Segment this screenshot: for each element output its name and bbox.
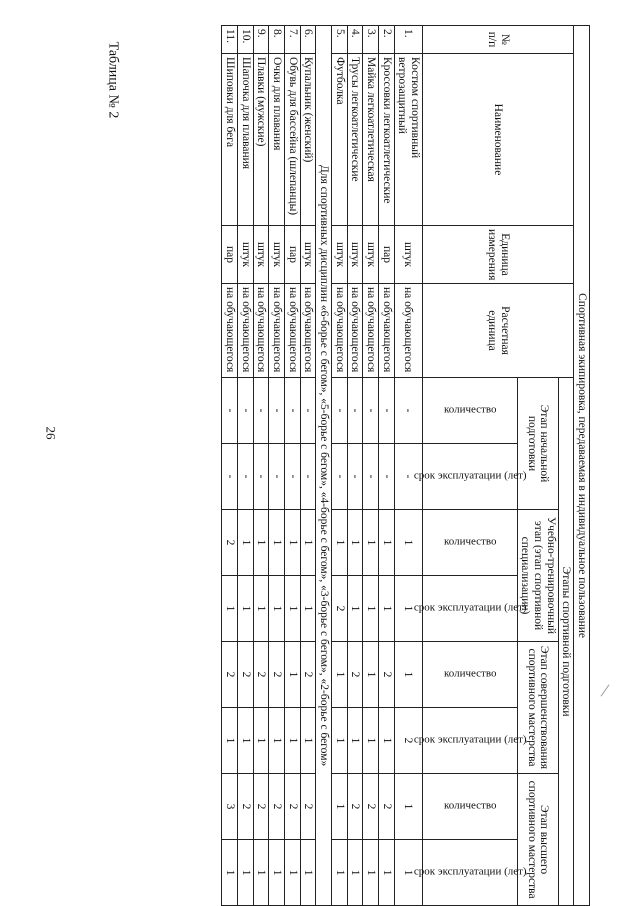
header-stage-higher: Этап высшего спортивного мастерства — [517, 774, 558, 906]
table-row — [394, 26, 422, 906]
row-number: 7. — [285, 26, 301, 54]
header-qty: количество — [422, 774, 517, 840]
row-name: Костюм спортивный ветрозащитный — [394, 54, 422, 226]
row-number: 6. — [300, 26, 316, 54]
row-number: 8. — [269, 26, 285, 54]
table-row — [285, 26, 301, 906]
header-term: срок эксплуатации (лет) — [422, 576, 517, 642]
row-calc-unit: на обучающегося — [300, 284, 316, 378]
row-calc-unit: на обучающегося — [347, 284, 363, 378]
cell-qty: 1 — [363, 510, 379, 576]
table-label: Таблица № 2 — [105, 41, 121, 119]
header-unit: Единица измерения — [422, 226, 574, 284]
cell-term: 1 — [222, 708, 238, 774]
cell-term: 1 — [222, 576, 238, 642]
table-row — [347, 26, 363, 906]
header-number: № п/п — [422, 26, 574, 54]
cell-qty: - — [222, 378, 238, 444]
row-number: 1. — [394, 26, 422, 54]
row-number: 2. — [378, 26, 394, 54]
cell-qty: 1 — [253, 510, 269, 576]
table-title: Спортивная экипировка, передаваемая в индивидуальное пользование — [574, 26, 590, 906]
cell-qty: 1 — [347, 510, 363, 576]
row-name: Очки для плавания — [269, 54, 285, 226]
row-calc-unit: на обучающегося — [363, 284, 379, 378]
row-name: Шиповки для бега — [222, 54, 238, 226]
row-number: 3. — [363, 26, 379, 54]
cell-term: 1 — [285, 708, 301, 774]
row-name: Майка легкоатлетическая — [363, 54, 379, 226]
cell-term: 1 — [300, 708, 316, 774]
row-calc-unit: на обучающегося — [378, 284, 394, 378]
row-calc-unit: на обучающегося — [222, 284, 238, 378]
cell-term: 1 — [378, 708, 394, 774]
cell-term: 1 — [269, 708, 285, 774]
row-calc-unit: на обучающегося — [269, 284, 285, 378]
header-term: срок эксплуатации (лет) — [422, 444, 517, 510]
header-stage-improvement: Этап совершенствования спортивного мастерства — [517, 642, 558, 774]
header-stage-training: Учебно-тренировочный этап (этап спортивной специализации) — [517, 510, 558, 642]
header-name: Наименование — [422, 54, 574, 226]
row-unit: пар — [378, 226, 394, 284]
row-unit: пар — [222, 226, 238, 284]
cell-qty: 2 — [347, 774, 363, 840]
cell-qty: 1 — [331, 642, 347, 708]
cell-qty: 2 — [222, 510, 238, 576]
cell-qty: 1 — [394, 642, 422, 708]
cell-term: - — [331, 444, 347, 510]
cell-term: 1 — [253, 576, 269, 642]
table-row — [331, 26, 347, 906]
cell-qty: 1 — [285, 642, 301, 708]
cell-term: 1 — [378, 840, 394, 906]
cell-qty: 1 — [394, 510, 422, 576]
cell-term: 1 — [269, 840, 285, 906]
row-name: Футболка — [331, 54, 347, 226]
cell-qty: 1 — [269, 510, 285, 576]
cell-term: 1 — [347, 840, 363, 906]
row-name: Обувь для бассейна (шлепанцы) — [285, 54, 301, 226]
cell-qty: 1 — [300, 510, 316, 576]
cell-term: - — [363, 444, 379, 510]
cell-qty: 1 — [394, 774, 422, 840]
cell-qty: - — [238, 378, 254, 444]
cell-term: 1 — [285, 840, 301, 906]
table-row — [222, 26, 238, 906]
rotated-table-sheet — [130, 25, 590, 905]
cell-qty: - — [363, 378, 379, 444]
cell-term: 1 — [253, 708, 269, 774]
header-term: срок эксплуатации (лет) — [422, 708, 517, 774]
row-calc-unit: на обучающегося — [253, 284, 269, 378]
row-name: Плавки (мужские) — [253, 54, 269, 226]
cell-qty: 2 — [378, 774, 394, 840]
header-stage-initial: Этап начальной подготовки — [517, 378, 558, 510]
table-row — [363, 26, 379, 906]
cell-term: - — [285, 444, 301, 510]
row-unit: пар — [285, 226, 301, 284]
cell-qty: 2 — [347, 642, 363, 708]
table-row — [238, 26, 254, 906]
cell-term: 1 — [363, 840, 379, 906]
cell-term: - — [222, 444, 238, 510]
cell-term: - — [347, 444, 363, 510]
row-name: Шапочка для плавания — [238, 54, 254, 226]
header-term: срок эксплуатации (лет) — [422, 840, 517, 906]
cell-qty: 2 — [253, 642, 269, 708]
pencil-mark — [601, 684, 610, 696]
cell-term: - — [300, 444, 316, 510]
cell-qty: 1 — [285, 510, 301, 576]
table-row — [300, 26, 316, 906]
cell-qty: - — [347, 378, 363, 444]
cell-term: - — [378, 444, 394, 510]
cell-qty: 1 — [331, 510, 347, 576]
cell-term: 1 — [394, 840, 422, 906]
table-row — [253, 26, 269, 906]
cell-qty: 3 — [222, 774, 238, 840]
cell-term: 1 — [378, 576, 394, 642]
row-name: Купальник (женский) — [300, 54, 316, 226]
row-unit: штук — [347, 226, 363, 284]
cell-qty: 2 — [300, 774, 316, 840]
row-calc-unit: на обучающегося — [331, 284, 347, 378]
row-unit: штук — [363, 226, 379, 284]
cell-qty: 1 — [238, 510, 254, 576]
cell-term: - — [269, 444, 285, 510]
cell-term: - — [238, 444, 254, 510]
row-unit: штук — [269, 226, 285, 284]
row-calc-unit: на обучающегося — [238, 284, 254, 378]
cell-term: 1 — [394, 576, 422, 642]
cell-qty: 2 — [238, 642, 254, 708]
row-unit: штук — [394, 226, 422, 284]
cell-qty: - — [378, 378, 394, 444]
row-unit: штук — [238, 226, 254, 284]
row-unit: штук — [331, 226, 347, 284]
cell-term: 1 — [269, 576, 285, 642]
cell-term: - — [253, 444, 269, 510]
header-qty: количество — [422, 642, 517, 708]
equipment-table — [221, 25, 590, 906]
cell-qty: - — [269, 378, 285, 444]
cell-term: 1 — [347, 576, 363, 642]
cell-qty: 2 — [269, 642, 285, 708]
row-calc-unit: на обучающегося — [285, 284, 301, 378]
header-qty: количество — [422, 378, 517, 444]
row-calc-unit: на обучающегося — [394, 284, 422, 378]
header-qty: количество — [422, 510, 517, 576]
page-number: 26 — [43, 426, 59, 440]
row-number: 5. — [331, 26, 347, 54]
cell-term: 2 — [394, 708, 422, 774]
cell-qty: - — [331, 378, 347, 444]
cell-term: 2 — [331, 576, 347, 642]
cell-term: 1 — [285, 576, 301, 642]
cell-term: 1 — [238, 840, 254, 906]
header-calc-unit: Расчетная единица — [422, 284, 574, 378]
cell-qty: - — [300, 378, 316, 444]
row-number: 10. — [238, 26, 254, 54]
cell-term: 1 — [347, 708, 363, 774]
cell-qty: - — [285, 378, 301, 444]
table-row — [378, 26, 394, 906]
cell-term: 1 — [222, 840, 238, 906]
cell-qty: 2 — [238, 774, 254, 840]
cell-term: 1 — [300, 576, 316, 642]
cell-qty: - — [394, 378, 422, 444]
cell-term: 1 — [238, 708, 254, 774]
row-number: 4. — [347, 26, 363, 54]
cell-qty: 1 — [331, 774, 347, 840]
row-name: Кроссовки легкоатлетические — [378, 54, 394, 226]
cell-term: 1 — [331, 708, 347, 774]
row-unit: штук — [300, 226, 316, 284]
cell-term: 1 — [363, 708, 379, 774]
row-number: 11. — [222, 26, 238, 54]
row-number: 9. — [253, 26, 269, 54]
row-name: Трусы легкоатлетические — [347, 54, 363, 226]
cell-qty: 1 — [363, 642, 379, 708]
cell-term: - — [394, 444, 422, 510]
cell-qty: 2 — [269, 774, 285, 840]
cell-qty: 2 — [378, 642, 394, 708]
cell-term: 1 — [300, 840, 316, 906]
cell-qty: 2 — [285, 774, 301, 840]
cell-term: 1 — [331, 840, 347, 906]
cell-term: 1 — [238, 576, 254, 642]
cell-term: 1 — [253, 840, 269, 906]
cell-qty: 2 — [300, 642, 316, 708]
cell-qty: 2 — [363, 774, 379, 840]
cell-qty: 2 — [253, 774, 269, 840]
table-row — [269, 26, 285, 906]
cell-term: 1 — [363, 576, 379, 642]
header-stages-group: Этапы спортивной подготовки — [558, 378, 574, 906]
cell-qty: 2 — [222, 642, 238, 708]
cell-qty: 1 — [378, 510, 394, 576]
cell-qty: - — [253, 378, 269, 444]
row-unit: штук — [253, 226, 269, 284]
section-heading: Для спортивных дисциплин «6-борье с бегом», «5-борье с бегом», «4-борье с бегом», «3-борье с бегом», «2-борье с бегом» — [316, 26, 332, 906]
